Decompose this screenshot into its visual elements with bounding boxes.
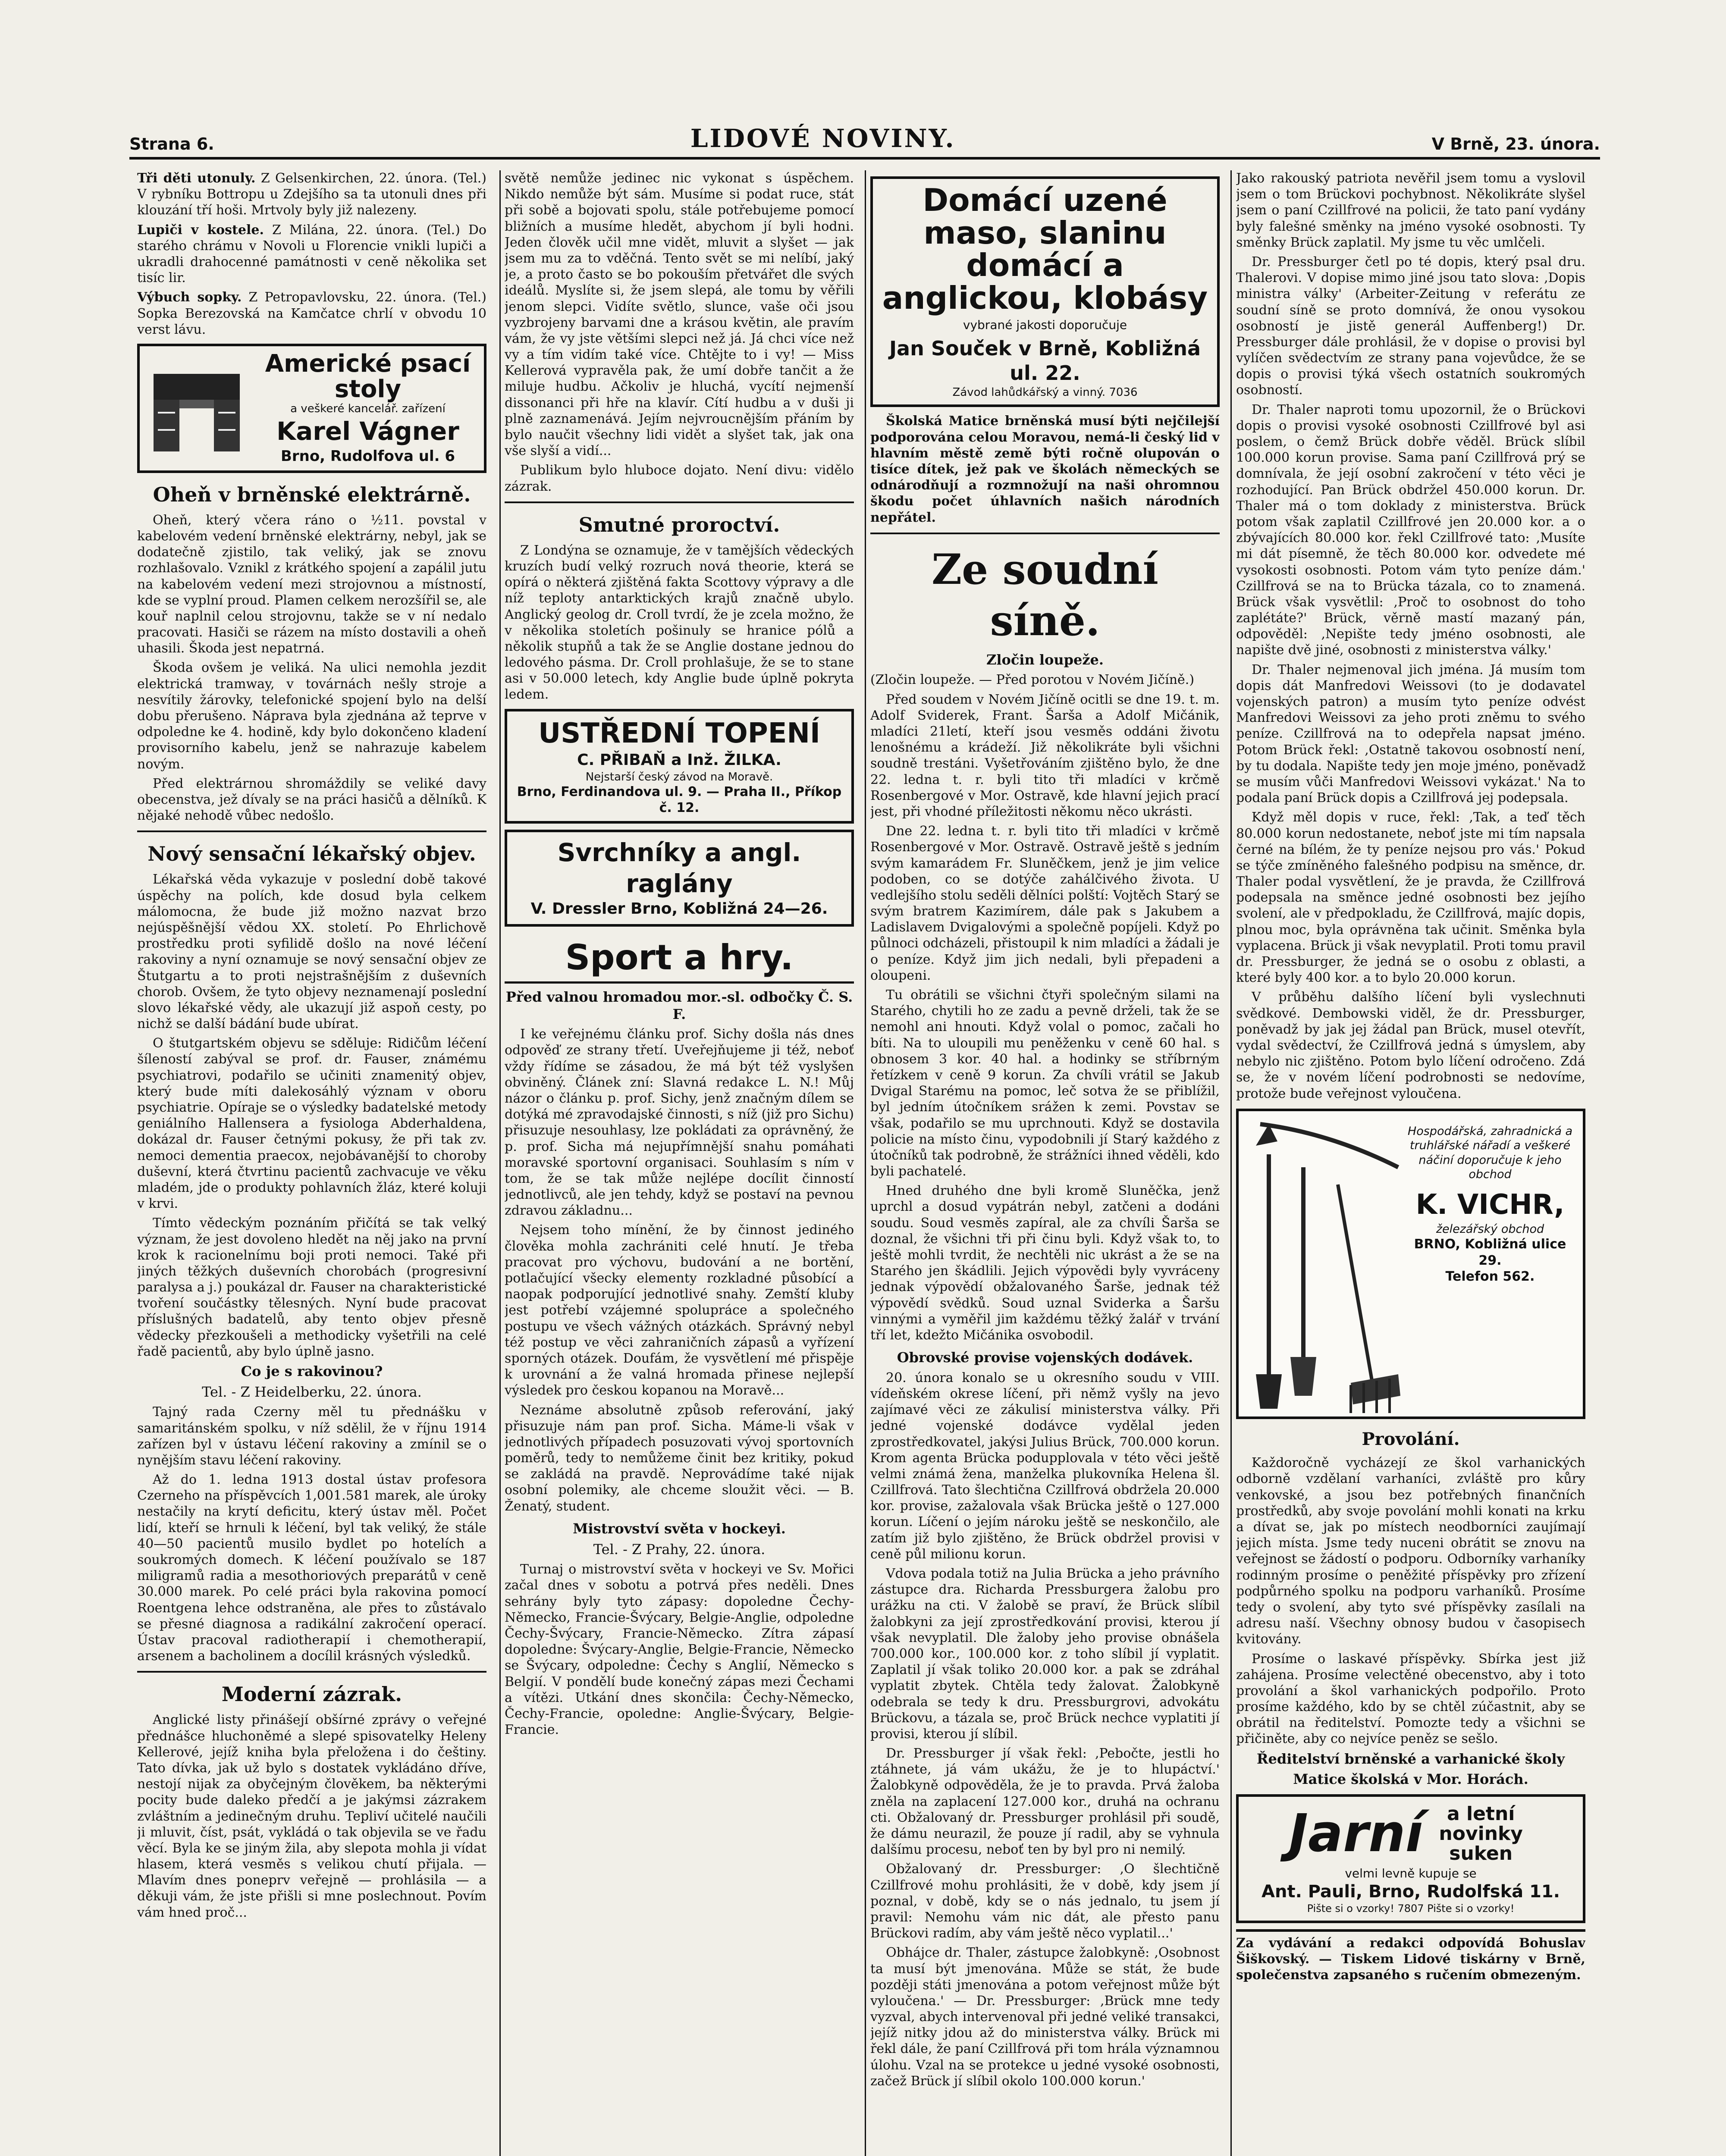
ad-headline: USTŘEDNÍ TOPENÍ: [538, 717, 820, 749]
column-1: [137, 170, 486, 2156]
article-paragraph: Lékařská věda vykazuje v poslední době takové úspěchy na polích, kde dosud byla celkem málomocna, že bude již možno nazvat brzo nejúspěšnější vědou XX. století. Po Ehrlichově prostředku proti syfilidě došlo na nové léčení rakoviny a nyní oznamuje se nový sensační objev ze Štutgartu a to proti nejstrašnějším z duševních chorob. Ovšem, že tyto objevy neznamenají poslední slovo lékařské vědy, ale ukazují již aspoň cesty, po nichž se další bádání bude ubírat.: [137, 872, 486, 1032]
article-paragraph: Když měl dopis v ruce, řekl: ,Tak, a teď těch 80.000 korun nedostanete, neboť jste mi tím napsala černé na bílém, že ty peníze nejsou pro vás.' Pokud se týče zmíněného falešného podpisu na směnce, dr. Thaler podal vysvětlení, že je pravda, že Czillfrová podepsala na směnce jedné osobnosti bez jejího svolení, ale v předpokladu, že Czillfrová, majíc dopis, plnou moc, byla oprávněna tak učinit. Směnka byla vyplacena. Brück ji však nevyplatil. Proti tomu pravil dr. Pressburger, že jedná se o osobu z oblasti, a které byly 400 kor. a to bylo 20.000 korun.: [1236, 810, 1585, 986]
divider: [137, 1671, 486, 1673]
ad-address: Brno, Ferdinandova ul. 9. — Praha II., Příkop č. 12.: [517, 784, 842, 816]
ad-address: Brno, Rudolfova ul. 6: [280, 447, 455, 465]
advertisement-meat: [870, 176, 1220, 407]
desk-illustration-icon: [145, 357, 248, 460]
article-paragraph: Z Londýna se oznamuje, že v tamějších vědeckých kruzích budí velký rozruch nová theorie, která se opírá o některá zjištěná fakta Scottovy výpravy a dle níž teploty antarktických krajů značně ubylo. Anglický geolog dr. Croll tvrdí, že je zcela možno, že v několika stoletích pošinuly se hranice pólů a několik stupňů a tak že se Anglie dostane jednou do ledového pásma. Dr. Croll prohlašuje, že se to stane asi v 50.000 letech, kdy Anglie bude úplně pokryta ledem.: [505, 542, 854, 702]
article-paragraph: Turnaj o mistrovství světa v hockeyi ve Sv. Mořici začal dnes v sobotu a potrvá přes neděli. Dnes sehrány byly tyto zápasy: dopoledne Čechy-Německo, Francie-Švýcary, Belgie-Anglie, odpoledne Čechy-Švýcary, Francie-Německo. Zítra zápasí dopoledne: Švýcary-Anglie, Belgie-Francie, Německo se Švýcary, odpoledne: Čechy s Anglií, Německo s Belgií. V pondělí bude konečný zápas mezi Čechami a vítězi. Utkání dnes skončila: Čechy-Německo, Čechy-Francie, opoledne: Anglie-Švýcary, Belgie-Francie.: [505, 1562, 854, 1738]
divider: [505, 501, 854, 503]
article-paragraph: Vdova podala totiž na Julia Brücka a jeho právního zástupce dra. Richarda Pressburgera žalobu pro urážku na cti. V žalobě se praví, že Brück slíbil žalobkyni za její zprostředkování provisi, kterou jí však nevyplatil. Dle žaloby jeho provise obnášela 700.000 kor., 100.000 kor. z toho slíbil jí vyplatit. Zaplatil jí však toliko 20.000 kor. a pak se zdráhal vyplatit zbytek. Chtěla tedy žalovat. Žalobkyně odebrala se tedy k dru. Pressburgrovi, advokátu Brückovu, a tázala se, proč Brück nechce vyplatiti jí provisi, kterou jí slíbil.: [870, 1566, 1220, 1742]
advertisement-heating: [505, 709, 854, 824]
ad-text: železářský obchod: [1436, 1222, 1544, 1236]
ad-text: vybrané jakosti doporučuje: [963, 318, 1127, 332]
ad-text: a veškeré kancelář. zařízení: [290, 402, 446, 416]
ad-text: Hospodářská, zahradnická a truhlářské nářadí a veškeré náčiní doporučuje k jeho obchod: [1407, 1124, 1573, 1181]
ad-company: V. Dressler Brno, Kobližná 24—26.: [530, 900, 828, 918]
article-headline: Oheň v brněnské elektrárně.: [153, 483, 471, 506]
garden-tools-icon: [1243, 1116, 1411, 1417]
column-2: [505, 170, 854, 2156]
news-brief: Tři děti utonuly. Z Gelsenkirchen, 22. února. (Tel.) V rybníku Bottropu u Zdejšího sa ta utonuli dnes při klouzání tří hoši. Mrtvoly byly již nalezeny.: [137, 171, 486, 218]
article-paragraph: Dr. Pressburger jí však řekl: ,Pebočte, jestli ho ztáhnete, já vám ukážu, že je to hlupáctví.' Žalobkyně odpověděla, že je to pravda. Prvá žaloba zněla na zaplacení 127.000 kor., druhá na ochranu cti. Obžalovaný dr. Pressburger prohlásil při soudě, že dámu neurazil, že pouze jí radil, aby se vyhnula dalšímu procesu, neboť ten by byl pro ni nemilý.: [870, 1746, 1220, 1858]
ad-company: Jan Souček v Brně, Kobližná ul. 22.: [889, 337, 1201, 385]
divider: [137, 830, 486, 832]
column-3: [870, 170, 1220, 2156]
article-paragraph: Tajný rada Czerny měl tu přednášku v samaritánském spolku, v níž sdělil, že v říjnu 1914 zařízen byl v ústavu léčení rakoviny a zmínil se o nynějším stavu léčení rakoviny.: [137, 1404, 486, 1468]
article-headline: Moderní zázrak.: [221, 1683, 402, 1706]
ad-company: Karel Vágner: [276, 416, 459, 446]
article-headline: Nový sensační lékařský objev.: [147, 842, 476, 866]
article-paragraph: světě nemůže jedinec nic vykonat s úspěchem. Nikdo nemůže být sám. Musíme si podat ruce, stát při sobě a bojovati spolu, stále potřebujeme pomocí bližních a musíme hledět, abychom jí byli hodni. Jeden člověk učil mne vidět, mluvit a slyšet — jak jsem mu za to vděčná. Tento svět se mi nelíbí, jaký je, a proto často se bo pokouším přetvářet dle svých ideálů. Myslíte si, že jsem slepá, ale tomu by věřili jenom slepci. Vidíte světlo, slunce, vaše oči jsou vyzbrojeny barvami dne a krásou květin, ale pravím vám, že vy jste většími slepci než já. Já chci více než vy a tím vidím také více. Chtějte to i vy! — Miss Kellerová vypravěla pak, že umí dobře tančit a že miluje hudbu. Ačkoliv je hluchá, vycítí nejmenší dissonanci při hře na klavír. Cítí hudbu a v duši ji plně zaznamenává. Jejím nejvroucnějším přáním by bylo naučit všechny lidi vidět a slyšet tak, jak ona vše slyší a vidí...: [505, 171, 854, 459]
sub-headline: Mistrovství světa v hockeyi.: [573, 1520, 786, 1537]
article-paragraph: 20. února konalo se u okresního soudu v VIII. vídeňském okrese líčení, při němž vyšly na jevo zajímavé věci ze zákulisí ministerstva války. Při jedné vojenské dodávce vydělal jeden zprostředkovatel, jakýsi Julius Brück, 700.000 korun. Krom agenta Brücka podupplovala v této věci ještě velmi známá žena, manželka plukovníka Helena šl. Czillfrová. Tato šlechtična Czillfrová obdržela 20.000 kor. provise, zažalovala však Brücka ještě o 127.000 korun. Líčení o jejím nároku ještě se neskončilo, ale zatím již bylo zjištěno, že Brück obdržel provisi v ceně půl milionu korun.: [870, 1370, 1220, 1562]
article-paragraph: Prosíme o laskavé příspěvky. Sbírka jest již zahájena. Prosíme velectěné obecenstvo, aby i toto provolání a škol varhanických podpořilo. Proto prosíme každého, kdo by se chtěl zúčastnit, aby se obrátil na ředitelství. Pomozte tedy a všichni se přičiněte, aby co nejvíce peněz se sešlo.: [1236, 1651, 1585, 1747]
ad-headline: Domácí uzené maso, slaninu domácí a anglickou, klobásy: [882, 182, 1208, 316]
article-paragraph: Až do 1. ledna 1913 dostal ústav profesora Czerneho na příspěvcích 1,001.581 marek, ale úroky nestačily na krytí deficitu, který ústav měl. Počet lidí, kteří se hrnuli k léčení, byl tak veliký, že stále 40—50 pacientů musilo bydlet po hotelích a soukromých domech. K léčení používalo se 187 miligramů radia a mesothoriových preparátů v ceně 30.000 marek. Po celé práci byla rakovina pomocí Roentgena lehce odstraněna, ale přes to zůstávalo se přesné diagnosa a radikální zakročení operací. Ústav pracoval radiotherapií i chemotherapií, arsenem a bacholinem a docílil krásných výsledků.: [137, 1472, 486, 1664]
ad-address: BRNO, Kobližná ulice 29.: [1414, 1237, 1566, 1268]
ad-text: Nejstarší český závod na Moravě.: [585, 770, 773, 783]
advertisement-vichr: [1236, 1109, 1585, 1419]
news-brief: Lupiči v kostele. Z Milána, 22. února. (Tel.) Do starého chrámu v Novoli u Florencie vnikli lupiči a ukradli drahocenné památnosti v ceně několika set tisíc lir.: [137, 222, 486, 286]
advertisement-coats: [505, 830, 854, 926]
sub-headline: Co je s rakovinou?: [241, 1363, 383, 1380]
article-paragraph: I ke veřejnému článku prof. Sichy došla nás dnes odpověď ze strany třetí. Uveřejňujeme ji též, neboť vždy řídíme se zásadou, že má být též vyslyšen obviněný. Článek zní: Slavná redakce L. N.! Můj názor o článku p. prof. Sichy, jenž značným dílem se dotýká mé zpravodajské činnosti, s níž (již pro Sichu) přisuzuje nesouhlasy, lze pokládati za oprávněný, že p. prof. Sicha má nejupřímnější snahu pomáhati moravské sportovní organisaci. Souhlasím s ním v tom, že se tak může nejlépe docílit činností jednotlivců, ale jen tehdy, když se postaví na pevnou zdravou základnu...: [505, 1027, 854, 1219]
article-paragraph: Dne 22. ledna t. r. byli tito tři mladíci v krčmě Rosenbergové v Mor. Ostravě. Ostravě ještě s jedním svým kamarádem Fr. Sluněčkem, jenž je jim velice podoben, co se dotýče zahálčivého života. U vedlejšího stolu seděli dělníci polští: Vojtěch Starý se svým bratrem Kazimírem, dále pak s Jakubem a Ladislavem Dvigalovými a společně popíjeli. Když po půlnoci odcházeli, přistoupil k nim mladíci a žádali je o peníze. Když jim jich nedali, byli přepadeni a oloupeni.: [870, 824, 1220, 983]
column-rule: [499, 170, 501, 2156]
masthead: LIDOVÉ NOVINY.: [690, 124, 956, 154]
ad-text: Závod lahůdkářský a vinný. 7036: [952, 386, 1138, 399]
ad-company: C. PŘIBAŇ a Inž. ŽILKA.: [577, 751, 781, 769]
ad-phone: Telefon 562.: [1445, 1269, 1535, 1284]
article-paragraph: Oheň, který včera ráno o ½11. povstal v kabelovém vedení brněnské elektrárny, nebyl, jak se dodatečně zjistilo, tak veliký, jak se znovu rozhlašovalo. Vznikl z krátkého spojení a zapálil jutu na kabelovém vedení mezi strojovnou a místností, kde se vyplní proud. Plamen celkem nerozšířil se, ale kouř naplnil celou strojovnu, takže se v ní nedalo pracovati. Hasiči se rázem na místo dostavili a oheň uhasili. Škoda jest nepatrná.: [137, 512, 486, 656]
ad-headline: a letní novinky suken: [1439, 1803, 1523, 1865]
article-paragraph: O štutgartském objevu se sděluje: Ridičům léčení šíleností zabýval se prof. dr. Fauser, známému psychiatrovi, podařilo se učiniti znamenitý objev, který bude míti dalekosáhlý význam v oboru psychiatrie. Opíraje se o výsledky badatelské metody geniálního Hallensera a fysiologa Abderhaldena, dokázal dr. Fauser četnými pokusy, že při tak zv. nemoci dementia praecox, nejobávanější to choroby duševní, která čtvrtinu pacientů zachvacuje ve věku mladém, jde o produkty pohlavních žláz, které koluji v krvi.: [137, 1036, 486, 1212]
column-rule: [865, 170, 866, 2156]
ad-text: velmi levně kupuje se: [1345, 1866, 1477, 1880]
article-headline: Provolání.: [1362, 1429, 1460, 1449]
article-paragraph: Před soudem v Novém Jičíně ocitli se dne 19. t. m. Adolf Sviderek, Frant. Šarša a Adolf Mičánik, mladíci 21letí, kteří jsou vesměs oddáni životu lenošnému a krádeží. Již několikráte byli všichni soudně trestáni. Vyšetřováním zjištěno bylo, že dne 22. ledna t. r. byli tito tři mladíci v krčmě Rosenbergové v Mor. Ostravě, kde hlavní jejich prací jest, při vhodné příležitosti někomu něco ukrásti.: [870, 692, 1220, 819]
article-paragraph: Dr. Pressburger četl po té dopis, který psal dru. Thalerovi. V dopise mimo jiné jsou tato slova: ,Dopis ministra války' (Arbeiter-Zeitung v referátu ze soudní síně se proto domnívá, že onou vysokou osobností je jistě generál Auffenberg!) Dr. Pressburger dále prohlásil, že v dopise o provisi byl vylíčen svědectvím ze strany pana vojevůdce, že se dopis o provisi týká všech ostatních soukromých osobností.: [1236, 254, 1585, 398]
ad-text: Pište si o vzorky! 7807 Pište si o vzorky!: [1307, 1902, 1515, 1915]
article-paragraph: Tu obrátili se všichni čtyři společným silami na Starého, chytili ho ze zadu a pevně drželi, tak že se nemohl ani hnouti. Když volal o pomoc, začali ho bíti. Na to uloupili mu peněženku v ceně 60 hal. s obnosem 3 kor. 40 hal. a hodinky se stříbrným řetízkem v ceně 9 korun. Za chvíli vrátil se Jakub Dvigal Starému na pomoc, leč sotva že se přiblížil, byl jedním útočníkem srážen k zemi. Povstav se však, podařilo se mu uprchnouti. Když se dostavila policie na místo činu, vypodobnili jí Starý každého z útočníků tak podrobně, že strážníci ihned věděli, kdo byli pachatelé.: [870, 987, 1220, 1179]
article-paragraph: Škoda ovšem je veliká. Na ulici nemohla jezdit elektrická tramway, v továrnách nešly stroje a nesvítily žárovky, telefonické spojení bylo na delší dobu přerušeno. Náprava byla zjednána až teprve v odpoledne ke 4. hodině, kdy bylo dokončeno kladení provisorního kabelu, jenž se nahrazuje kabelem novým.: [137, 660, 486, 772]
advertisement-vagner: [137, 344, 486, 473]
sub-headline: Před valnou hromadou mor.-sl. odbočky Č. S. F.: [505, 988, 853, 1022]
article-paragraph: (Zločin loupeže. — Před porotou v Novém Jičíně.): [870, 672, 1195, 688]
dateline: Tel. - Z Heidelberku, 22. února.: [202, 1383, 422, 1400]
article-paragraph: Hned druhého dne byli kromě Sluněčka, jenž uprchl a dosud vypátrán nebyl, zatčeni a dodáni soudu. Soud vesměs zapíral, ale za chvíli Šarša se doznal, že všichni tři při činu byli. Když však to, to ještě mohli tvrdit, že nechtěli nic ukrást a že se na Starého jen škádlili. Jejich výpovědi byly vyvráceny jednak výpovědí obžalovaného Šarše, jednak též výpovědí svědků. Soud uznal Sviderka a Šaršu vinnými a vyměřil jim každému těžký žalář v trvání tří let, kdežto Mičánika osvobodil.: [870, 1183, 1220, 1343]
news-brief: Výbuch sopky. Z Petropavlovsku, 22. února. (Tel.) Sopka Berezovská na Kamčatce chrlí v obvodu 10 verst lávu.: [137, 290, 486, 337]
ad-company: Ant. Pauli, Brno, Rudolfská 11.: [1262, 1881, 1560, 1902]
article-paragraph: Anglické listy přinášejí obšírné zprávy o veřejné přednášce hluchoněmé a slepé spisovatelky Heleny Kellerové, jejíž kniha byla přeložena i do češtiny. Tato dívka, jak už bylo s dostatek vykládáno dříve, nestojí nijak za obyčejným člověkem, ba některými pocity bude daleko předčí a je jakýmsi zázrakem zvláštním a jedinečným druhu. Tepliví učitelé naučili ji mluvit, číst, psát, vykládá o tak objevila se ve řadu věcí. Byla ke se jiným žila, aby slepota mohla ji vídat hlasem, která vesměs s velikou chutí přijala. — Mlavím dnes poneprv veřejně — prohlásila — a děkuji vám, že jste přišli si mne poslechnout. Povím vám hned proč...: [137, 1712, 486, 1920]
article-paragraph: Publikum bylo hluboce dojato. Není divu: vidělo zázrak.: [505, 463, 854, 494]
notice-paragraph: Školská Matice brněnská musí býti nejčilejší podporována celou Moravou, nemá-li český lid v hlavním městě země býti ročně olupován o tisíce dítek, jež pak ve školách německých se odnárodňují a rozmnožují na naši ohromnou škodu počet úhlavních našich národních nepřátel.: [870, 414, 1220, 525]
dateline: Tel. - Z Prahy, 22. února.: [593, 1541, 766, 1557]
sub-headline: Zločin loupeže.: [986, 651, 1104, 668]
ad-company: K. VICHR,: [1415, 1188, 1565, 1221]
ad-headline: Americké psací stoly: [265, 349, 471, 403]
ad-headline: Jarní: [1289, 1804, 1423, 1864]
article-paragraph: Dr. Thaler naproti tomu upozornil, že o Brückovi dopis o provisi vysoké osobnosti Czillfrové byl asi poslem, o čemž Brück dobře věděl. Brück slíbil 100.000 korun provise. Sama paní Czillfrová prý se domnívala, že její osobní zakročení v této věci je rozhodující. Pan Brück obdržel 450.000 korun. Dr. Thaler má o tom doklady z ministerstva. Brück potom však zaplatil Czillfrové jen 20.000 kor. a o zbývajících 80.000 kor. řekl Czillfrové tato: ,Musíte mi dát písemně, že těch 80.000 kor. odvedete mé vysokosti osobnosti. Potom vám tyto peníze dám.' Czillfrová se na to Brücka tázala, co to znamená. Brück však vysvětlil: ,Proč to osobnost do toho zaplétáte?' Brück, věrně mastí mazaný pán, odpověděl: ,Nepište tedy jméno osobnosti, ale napište dvě jiné, osobnosti z ministerstva války.': [1236, 402, 1585, 658]
page-header: [129, 124, 1600, 160]
article-paragraph: Dr. Thaler nejmenoval jich jména. Já musím tom dopis dát Manfredovi Weissovi (to je dodavatel vojenských patron) a musím tyto peníze odvést Manfredovi Weissovi za jeho proti zněmu to svého peníze. Czillfrová na to odepřela napsat jméno. Potom Brück řekl: ,Ostatně takovou osobností není, by tu dodala. Napište tedy jen moje jméno, poněvadž se musím vůči Manfredovi Weissovi vykázat.' Na to podala paní Brück dopis a Czillfrová jej podepsala.: [1236, 662, 1585, 806]
page-number: Strana 6.: [129, 134, 214, 154]
ad-headline: Svrchníky a angl. raglány: [557, 838, 801, 899]
column-4: [1236, 170, 1585, 2156]
article-paragraph: Před elektrárnou shromáždily se veliké davy obecenstva, jež dívaly se na práci hasičů a dělníků. K nějaké nehodě vůbec nedošlo.: [137, 776, 486, 824]
imprint: Za vydávání a redakci odpovídá Bohuslav Šiškovský. — Tiskem Lidové tiskárny v Brně, společenstva zapsaného s ručením obmezeným.: [1236, 1929, 1585, 1984]
signature: Ředitelství brněnské a varhanické školy: [1256, 1750, 1565, 1767]
dateline: V Brně, 23. února.: [1431, 134, 1600, 154]
article-paragraph: Obžalovaný dr. Pressburger: ,O šlechtičně Czillfrové mohu prohlásiti, že v době, kdy jsem jí poznal, v době, kdy se o nás jednalo, tu jsem jí pravil: Nemohu vám nic dát, ale přesto panu Brückovi radím, aby vám ještě něco vyplatil...': [870, 1861, 1220, 1941]
article-paragraph: Tímto vědeckým poznáním přičítá se tak velký význam, že jest dovoleno hledět na něj jako na první krok k racionelnímu boji proti nemoci. Také při jiných těžkých duševních chorobách (progresivní paralysa a j.) poukázal dr. Fauser na charakteristické tvoření součástky tělesných. Nyní bude pracovat příslušných badatelů, aby tento objev přesně vědecky přezkoušeli a methodicky vyšetřili na celé řadě pacientů, aby bylo úplně jasno.: [137, 1216, 486, 1359]
article-paragraph: Jako rakouský patriota nevěřil jsem tomu a vyslovil jsem o tom Brückovi pochybnost. Několikráte slyšel jsem o paní Czillfrové na policii, že tato paní vydány byly falešné směnky na jméno vysoké osobnosti. Ty směnky Brück zaplatil. My jsme tu věc umlčeli.: [1236, 171, 1585, 250]
column-rule: [1230, 170, 1232, 2156]
signature: Matice školská v Mor. Horách.: [1293, 1771, 1528, 1788]
section-title: Ze soudní síně.: [932, 545, 1158, 645]
article-paragraph: Nejsem toho mínění, že by činnost jediného člověka mohla zachrániti celé hnutí. Je třeba pracovat pro výchovu, budování a ne bortění, potlačující všecky elementy rozkladné působící a naopak podporující jednotlivé snahy. Zemští kluby jest potřebí vzájemné spolupráce a společného postupu ve všech vážných otázkách. Správný nebyl též postup ve věci zahraničních zápasů a vyřízení sporných otázek. Doufám, že vysvětlení mé přispěje k urovnání a že valná hromada přinese nejlepší výsledek pro českou kopanou na Moravě...: [505, 1222, 854, 1398]
article-paragraph: Každoročně vycházejí ze škol varhanických odborně vzdělaní varhaníci, zvláště pro kůry venkovské, a jsou bez potřebných finančních prostředků, aby svoje povolání mohli konati na krku a dívat se, jak po místech neodborníci zaujímají jejich místa. Jsme tedy nuceni obrátit se znovu na veřejnost se žádostí o podporu. Odborníky varhaníky rodinným prosíme o peněžité příspěvky pro zřízení podpůrného spolku na podporu varhaníků. Prosíme tedy o svolení, aby tyto své příspěvky zasílali na adresu naší. Všechny obnosy budou v časopisech kvitovány.: [1236, 1455, 1585, 1647]
sub-headline: Obrovské provise vojenských dodávek.: [897, 1349, 1193, 1366]
divider: [870, 533, 1220, 534]
article-paragraph: Obhájce dr. Thaler, zástupce žalobkyně: ,Osobnost ta musí být jmenována. Může se stát, že bude později státi jmenována a potom veřejnost může být vyloučena.' — Dr. Pressburger: ,Brück mne tedy vyzval, abych intervenoval při jedné veliké transakci, jejíž nitky jdou až do ministerstva války. Brück mi řekl dále, že paní Czillfrová při tom hrála významnou úlohu. Vzal na se protekce u jedné vysoké osobnosti, začež Brück jí slíbil okolo 100.000 korun.': [870, 1945, 1220, 2089]
advertisement-pauli: [1236, 1794, 1585, 1923]
article-headline: Smutné proroctví.: [578, 513, 780, 536]
article-paragraph: Neznáme absolutně způsob referování, jaký přisuzuje nám pan prof. Sicha. Máme-li však v jednotlivých případech posuzovati vývoj sportovních poměrů, tedy to nemůžeme činit bez kritiky, pokud se zakládá na pravdě. Neprovádíme také nijak osobní polemiky, ale chceme sloužit věci. — B. Ženatý, student.: [505, 1402, 854, 1514]
section-title: Sport a hry.: [505, 936, 854, 984]
article-paragraph: V průběhu dalšího líčení byli vyslechnuti svědkové. Dembowski viděl, že dr. Pressburger, poněvadž by jak jej žádal pan Brück, musel otevřít, vydal svědectví, že Czillfrová jedná s úmyslem, aby nebylo nic zjištěno. Potom bylo líčení odročeno. Zdá se, že v novém líčení podrobnosti se nedovíme, protože bude veřejnost vyloučena.: [1236, 990, 1585, 1101]
